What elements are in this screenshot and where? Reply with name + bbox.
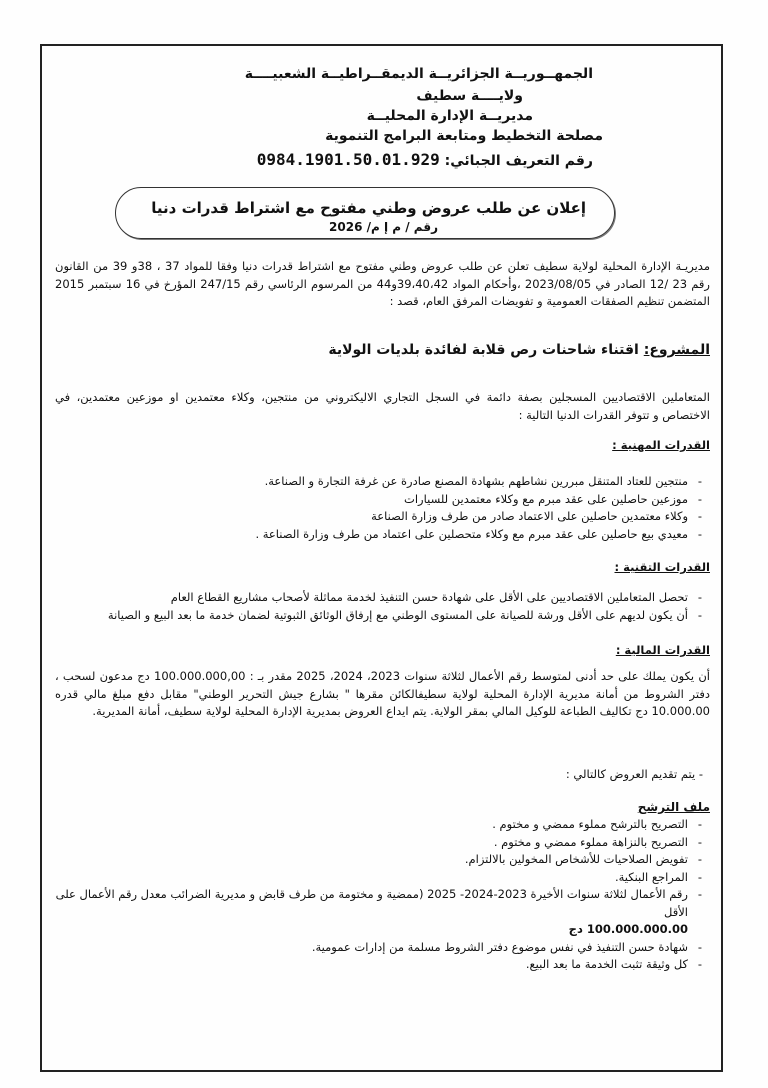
list-item: - موزعين حاصلين على عقد مبرم مع وكلاء معتمدين للسيارات [48, 491, 688, 509]
list-item: - كل وثيقة تثبت الخدمة ما بعد البيع. [48, 956, 688, 974]
list-item: - تفويض الصلاحيات للأشخاص المخولين بالالتزام. [48, 851, 688, 869]
header-service: مصلحة التخطيط ومتابعة البرامج التنموية [325, 128, 603, 144]
professional-title: القدرات المهنية : [612, 438, 710, 452]
list-item: - شهادة حسن التنفيذ في نفس موضوع دفتر الشروط مسلمة من إدارات عمومية. [48, 939, 688, 957]
list-item: - وكلاء معتمدين حاصلين على الاعتماد صادر من طرف وزارة الصناعة [48, 508, 688, 526]
financial-title: القدرات المالية : [615, 643, 710, 657]
turnover-amount: 100.000.000.00 دج [568, 922, 688, 936]
bullet-dash: - [695, 767, 703, 781]
list-item: - منتجين للعتاد المتنقل مبررين نشاطهم بشهادة المصنع صادرة عن غرفة التجارة و الصناعة. [48, 473, 688, 491]
list-item: - المراجع البنكية. [48, 869, 688, 887]
header-directorate: مديريــة الإدارة المحليــة [366, 108, 533, 124]
project-line [328, 342, 710, 358]
technical-title: القدرات التقنية : [614, 560, 710, 574]
header-republic: الجمهــوريــة الجزائريــة الديمقــراطيــة الشعبيــــة [244, 66, 593, 82]
intro-paragraph: مديريـة الإدارة المحلية لولاية سطيف تعلن عن طلب عروض وطني مفتوح مع اشتراط قدرات دنيا وفقا للمواد 37 ، 38و 39 من القانون رقم 23 /12 الصادر في 2023/08/05 ،وأحكام المواد 39،40،42و44 من المرسوم الرئاسي رقم 247/15 المؤرخ في 16 سبتمبر 2015 المتضمن تنظيم الصفقات العمومية و تفويضات المرفق العام، قصد : [55, 259, 710, 308]
tax-id [257, 150, 593, 169]
submission-line [566, 767, 703, 781]
list-item: - تحصل المتعاملين الاقتصاديين على الأقل على شهادة حسن التنفيذ لخدمة مماثلة لأصحاب مشاريع القطاع العام [48, 589, 688, 607]
professional-list [48, 473, 710, 543]
list-item: - التصريح بالنزاهة مملوء ممضي و مختوم . [48, 834, 688, 852]
technical-list [48, 589, 710, 624]
announcement-title: إعلان عن طلب عروض وطني مفتوح مع اشتراط قدرات دنيا [151, 199, 586, 217]
announcement-number: رقم / م إ م/ 2026 [329, 220, 438, 234]
application-file-list [48, 816, 710, 974]
list-item: - التصريح بالترشح مملوء ممضي و مختوم . [48, 816, 688, 834]
project-label: المشروع: [643, 342, 710, 358]
submission-text: يتم تقديم العروض كالتالي : [565, 767, 696, 781]
list-item: - معيدي بيع حاصلين على عقد مبرم مع وكلاء متحصلين على اعتماد من طرف وزارة الصناعة . [48, 526, 688, 544]
financial-paragraph: أن يكون يملك على حد أدنى لمتوسط رقم الأعمال لثلاثة سنوات 2023، 2024، 2025 مقدر بـ : 100.000.000,00 دج مدعون لسحب ، دفتر الشروط من أمانة مديرية الإدارة المحلية لولاية سطيفالكائن مقرها " بشارع جيش التحرير الوطني" مقابل دفع مبلغ مالي قدره 10.000.00 دج تكاليف الطباعة للوكيل المالي بمقر الولاية. يتم ايداع العروض بمديرية الإدارة المحلية لولاية سطيف، أمانة المديرية. [55, 669, 710, 718]
tax-id-label: رقم التعريف الجبائي: [444, 153, 593, 169]
tax-id-value: 0984.1901.50.01.929 [256, 150, 440, 169]
project-value: اقتناء شاحنات رص قلابة لفائدة بلديات الولاية [328, 342, 639, 358]
list-item: - رقم الأعمال لثلاثة سنوات الأخيرة 2023-2024- 2025 (ممضية و مختومة من طرف قابض و مديرية الضرائب معدل رقم الأعمال على الأقل [48, 886, 688, 921]
header-wilaya: ولايــــة سطيف [416, 88, 523, 104]
list-item: - أن يكون لديهم على الأقل ورشة للصيانة على المستوى الوطني مع إرفاق الوثائق الثبوتية لضمان خدمة ما بعد البيع و الصيانة [48, 607, 688, 625]
eligibility-paragraph: المتعاملين الاقتصاديين المسجلين بصفة دائمة في السجل التجاري الاليكتروني من منتجين، وكلاء معتمدين او موزعين معتمدين، في الاختصاص و تتوفر القدرات الدنيا التالية : [55, 390, 710, 422]
application-file-title: ملف الترشح [637, 800, 710, 814]
